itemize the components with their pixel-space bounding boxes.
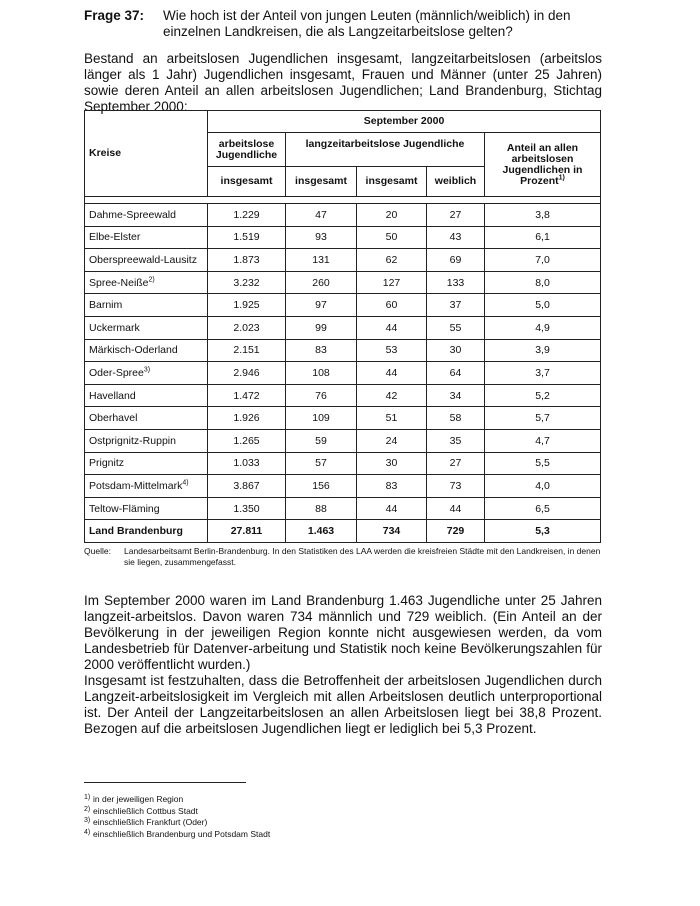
question-text: Wie hoch ist der Anteil von jungen Leuten (männlich/weiblich) in den einzelnen Landkreisen, die als Langzeitarbeitslose gelten? xyxy=(163,8,571,39)
table-row: Ostprignitz-Ruppin 1.265 59 24 35 4,7 xyxy=(85,429,601,452)
table-row: Havelland 1.472 76 42 34 5,2 xyxy=(85,384,601,407)
table-row: Potsdam-Mittelmark$^{4)}$ 3.867 156 83 73 4,0 xyxy=(85,475,601,498)
footnote-item: 1) in der jeweiligen Region xyxy=(84,794,184,804)
header-insgesamt-langzeit: insgesamt xyxy=(286,167,357,197)
question-label: Frage 37: xyxy=(84,8,145,23)
header-kreise: Kreise xyxy=(85,111,208,197)
table-row: Elbe-Elster 1.519 93 50 43 6,1 xyxy=(85,226,601,249)
table-row: Spree-Neiße$^{2)}$ 3.232 260 127 133 8,0 xyxy=(85,271,601,294)
header-period: September 2000 xyxy=(208,111,601,133)
table-row: Märkisch-Oderland 2.151 83 53 30 3,9 xyxy=(85,339,601,362)
table-row: Oder-Spree$^{3)}$ 2.946 108 44 64 3,7 xyxy=(85,362,601,385)
data-table xyxy=(84,110,601,543)
header-anteil-text: Anteil an allen arbeitslosen Jugendlichen in Prozent xyxy=(502,141,583,187)
header-insgesamt-maennlich: insgesamt xyxy=(357,167,427,197)
footnote-divider xyxy=(84,782,246,783)
table-row: Oberspreewald-Lausitz 1.873 131 62 69 7,0 xyxy=(85,249,601,272)
footnote-item: 2) einschließlich Cottbus Stadt xyxy=(84,805,198,816)
footnote-item: 4) einschließlich Brandenburg und Potsdam Stadt xyxy=(84,828,271,839)
header-anteil-footnote: 1) xyxy=(558,174,565,181)
spacer-row xyxy=(85,197,601,204)
header-arbeitslose: arbeitslose Jugendliche xyxy=(208,133,286,167)
body-paragraph-1: Im September 2000 waren im Land Brandenburg 1.463 Jugendliche unter 25 Jahren langzeit-arbeitslos. Davon waren 734 männlich und 729 weiblich. (Ein Anteil an der Bevölkerung in der jeweiligen Region konnte nicht ausgewiesen werden, da vom Landesbetrieb für Datenver-arbeitung und Statistik noch keine Bevölkerungszahlen für 2000 veröffentlicht wurden.) xyxy=(84,593,602,672)
body-text xyxy=(84,593,602,737)
header-insgesamt-arbeitslose: insgesamt xyxy=(208,167,286,197)
table-row: Prignitz 1.033 57 30 27 5,5 xyxy=(85,452,601,475)
source-text: Landesarbeitsamt Berlin-Brandenburg. In den Statistiken des LAA werden die kreisfreien Städte mit den Landkreisen, in denen sie liegen, zusammengefasst. xyxy=(124,546,601,567)
table-total-row: Land Brandenburg 27.811 1.463 734 729 5,3 xyxy=(85,520,601,543)
table-row: Uckermark 2.023 99 44 55 4,9 xyxy=(85,316,601,339)
body-paragraph-2: Insgesamt ist festzuhalten, dass die Betroffenheit der arbeitslosen Jugendlichen durch Langzeit-arbeitslosigkeit im Vergleich mit allen Arbeitslosen deutlich unterproportional ist. Der Anteil der Langzeitarbeitslosen an allen Arbeitslosen liegt bei 38,8 Prozent. Bezogen auf die arbeitslosen Jugendlichen liegt er lediglich bei 5,3 Prozent. xyxy=(84,673,602,736)
header-langzeit: langzeitarbeitslose Jugendliche xyxy=(286,133,485,167)
table-row: Dahme-Spreewald 1.229 47 20 27 3,8 xyxy=(85,204,601,227)
footnotes xyxy=(84,793,270,839)
header-anteil xyxy=(485,133,601,197)
footnote-item: 3) einschließlich Frankfurt (Oder) xyxy=(84,817,208,827)
table-row: Oberhavel 1.926 109 51 58 5,7 xyxy=(85,407,601,430)
header-weiblich: weiblich xyxy=(427,167,485,197)
source-label: Quelle: xyxy=(84,546,111,556)
intro-paragraph: Bestand an arbeitslosen Jugendlichen insgesamt, langzeitarbeitslosen (arbeitslos länger als 1 Jahr) Jugendlichen insgesamt, Frauen und Männer (unter 25 Jahren) sowie deren Anteil an allen arbeitslosen Jugendlichen; Land Brandenburg, Stichtag September 2000: xyxy=(84,51,602,114)
table-row: Teltow-Fläming 1.350 88 44 44 6,5 xyxy=(85,497,601,520)
table-row: Barnim 1.925 97 60 37 5,0 xyxy=(85,294,601,317)
